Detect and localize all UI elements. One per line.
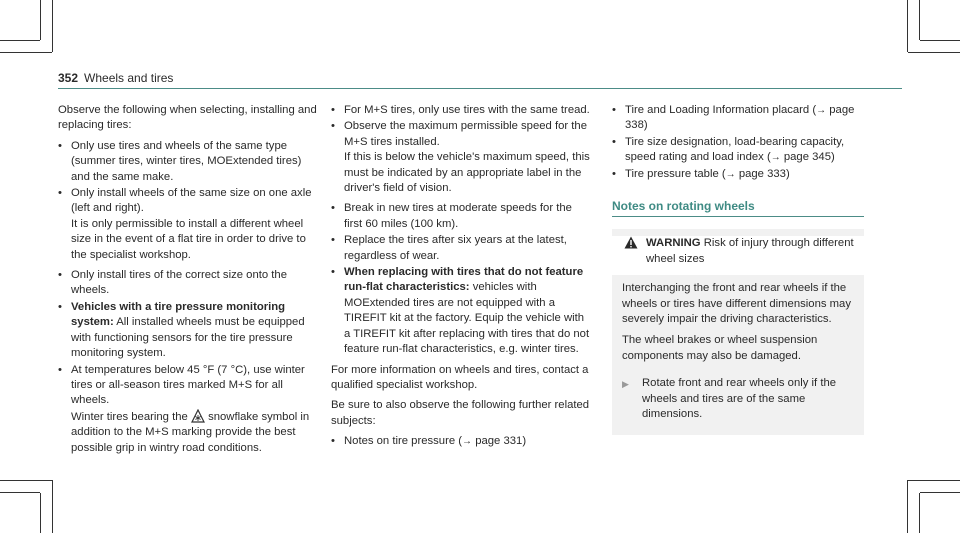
list-item-note: It is only permissible to install a different wheel size in the event of a flat tire in order to drive to the specialist workshop.: [71, 217, 306, 261]
crop-mark: [907, 0, 908, 52]
related-link[interactable]: • Tire pressure table (→ page 333): [612, 167, 874, 182]
crop-mark: [0, 40, 40, 41]
crop-mark: [40, 493, 41, 533]
crop-mark: [0, 480, 52, 481]
warning-label: WARNING: [646, 237, 701, 250]
section-title: Notes on rotating wheels: [612, 199, 755, 214]
list-item-note: Winter tires bearing the snowflake symbol in addition to the M+S marking provide the best possible grip in wintry road conditions.: [71, 410, 310, 454]
column-3: [612, 103, 874, 435]
related-link[interactable]: • Tire size designation, load-bearing capacity, speed rating and load index (→ page 345): [612, 135, 874, 166]
warning-text: Risk of injury through different wheel sizes: [646, 237, 854, 265]
page-reference[interactable]: page 345: [783, 151, 831, 164]
list-item: • Replace the tires after six years at the latest, regardless of wear.: [331, 233, 593, 264]
list-item: • When replacing with tires that do not feature run-flat characteristics: vehicles with MOExtended tires are not equipped with a TIREFIT kit at the factory. Equip the vehicle with a TIREFIT kit after replacing with tires that do not feature run-flat characteristics, e.g. winter tires.: [331, 265, 593, 357]
crop-mark: [907, 480, 908, 533]
arrow-right-icon: →: [725, 168, 736, 180]
crop-mark: [0, 52, 52, 53]
play-triangle-icon: ▶: [622, 379, 629, 390]
page-header: [58, 71, 173, 86]
crop-mark: [920, 40, 960, 41]
related-link[interactable]: • Notes on tire pressure (→ page 331): [331, 434, 593, 449]
list-item: • At temperatures below 45 °F (7 °C), use winter tires or all-season tires marked M+S for all wheels. Winter tires bearing the snowflake symbol in addition to the M+S marking provide the best possible grip in wintry road conditions.: [58, 363, 320, 456]
warning-body: [612, 275, 864, 364]
warning-box: [612, 229, 864, 434]
more-info-text: For more information on wheels and tires, contact a qualified specialist workshop.: [331, 363, 589, 391]
list-item: • Break in new tires at moderate speeds for the first 60 miles (100 km).: [331, 201, 593, 232]
warning-triangle-icon: [624, 236, 646, 267]
related-link[interactable]: • Tire and Loading Information placard (→ page 338): [612, 103, 874, 134]
crop-mark: [919, 493, 920, 533]
crop-mark: [52, 0, 53, 52]
crop-mark: [908, 480, 960, 481]
crop-mark: [0, 492, 40, 493]
crop-mark: [52, 480, 53, 533]
crop-mark: [40, 0, 41, 40]
arrow-right-icon: →: [462, 436, 473, 448]
related-list: [612, 103, 874, 182]
warning-paragraph: Interchanging the front and rear wheels if the wheels or tires have different dimensions may severely impair the driving characteristics.: [622, 282, 851, 326]
list-item: • For M+S tires, only use tires with the same tread.: [331, 103, 593, 118]
column-1: [58, 103, 320, 461]
list-item: • Observe the maximum permissible speed for the M+S tires installed. If this is below the vehicle's maximum speed, this must be indicated by an appropriate label in the driver's field of vision.: [331, 119, 593, 196]
warning-paragraph: The wheel brakes or wheel suspension components may also be damaged.: [622, 334, 818, 362]
arrow-right-icon: →: [816, 105, 827, 116]
tire-rules-list: [58, 139, 320, 456]
list-item: • Only install tires of the correct size onto the wheels.: [58, 268, 320, 299]
list-item: • Only install wheels of the same size on one axle (left and right). It is only permissible to install a different wheel size in the event of a flat tire in order to drive to the specialist workshop.: [58, 186, 320, 263]
intro-text: Observe the following when selecting, installing and replacing tires:: [58, 104, 317, 132]
crop-mark: [920, 492, 960, 493]
page-reference[interactable]: page 338: [625, 104, 855, 132]
page-reference[interactable]: page 333: [738, 167, 786, 180]
header-rule: [58, 88, 902, 89]
arrow-right-icon: →: [770, 152, 781, 164]
related-list: [331, 434, 593, 449]
snowflake-mountain-icon: [191, 409, 205, 423]
list-item-note: If this is below the vehicle's maximum speed, this must be indicated by an appropriate label in the driver's field of vision.: [344, 151, 590, 195]
page-number: 352: [58, 71, 79, 85]
related-intro: Be sure to also observe the following further related subjects:: [331, 399, 590, 427]
instruction-step: [612, 370, 864, 422]
crop-mark: [908, 52, 960, 53]
list-item: • Only use tires and wheels of the same type (summer tires, winter tires, MOExtended tires) and the same make.: [58, 139, 320, 185]
tire-rules-list: [331, 103, 593, 358]
chapter-title: Wheels and tires: [84, 71, 174, 85]
instruction-text: Rotate front and rear wheels only if the wheels and tires are of the same dimensions.: [642, 377, 837, 421]
page-reference[interactable]: page 331: [475, 435, 523, 448]
section-rule: [612, 216, 864, 217]
list-item: • Vehicles with a tire pressure monitoring system: All installed wheels must be equipped with functioning sensors for the tire pressure monitoring system.: [58, 300, 320, 362]
column-2: [331, 103, 593, 455]
crop-mark: [919, 0, 920, 40]
warning-header: [612, 236, 864, 275]
